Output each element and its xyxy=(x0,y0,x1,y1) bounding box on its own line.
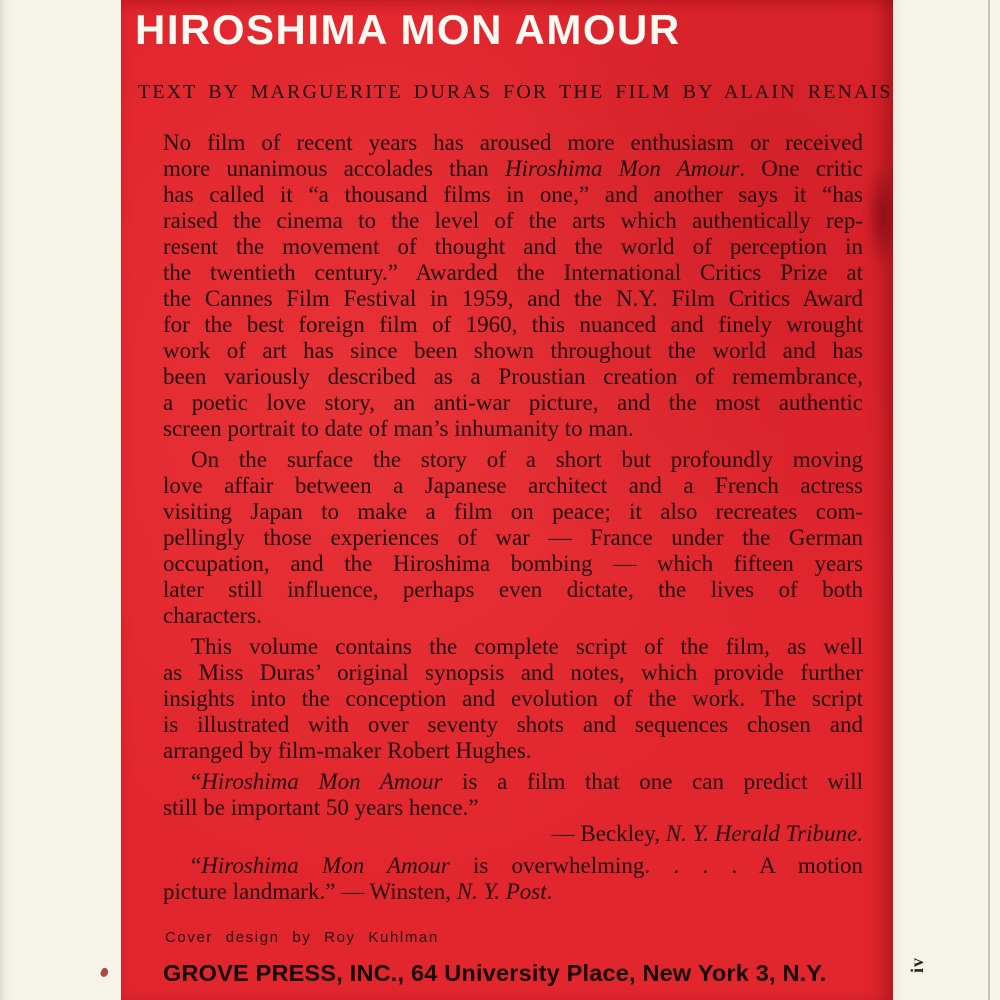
cover-design-credit: Cover design by Roy Kuhlman xyxy=(165,929,439,946)
blurb-paragraph-3-line: insights into the conception and evolution of the work. The script xyxy=(163,686,863,711)
blurb-paragraph-2-line: love affair between a Japanese architect and a French actress xyxy=(163,473,863,498)
review-quote-1 xyxy=(163,769,863,847)
blurb-text xyxy=(163,130,863,905)
blurb-paragraph-1-line: a poetic love story, an anti-war picture, and the most authentic xyxy=(163,390,863,415)
review-quote-2 xyxy=(163,853,863,905)
review-attribution: — Beckley, N. Y. Herald Tribune. xyxy=(551,821,863,846)
author-credit-line: TEXT BY MARGUERITE DURAS FOR THE FILM BY ALAIN RENAIS xyxy=(138,81,893,103)
blurb-paragraph-1-line: for the best foreign film of 1960, this nuanced and finely wrought xyxy=(163,312,863,337)
blurb-paragraph-1 xyxy=(163,130,863,442)
review-quote-1-line: still be important 50 years hence.” xyxy=(163,795,479,820)
left-page-margin xyxy=(0,0,121,1000)
right-page-margin xyxy=(893,0,1000,1000)
blurb-paragraph-3-line: This volume contains the complete script of the film, as well xyxy=(191,634,863,659)
cover-content xyxy=(135,0,893,986)
blurb-paragraph-3-line: as Miss Duras’ original synopsis and notes, which provide further xyxy=(163,660,863,685)
blurb-paragraph-1-line: has called it “a thousand films in one,” and another says it “has xyxy=(163,182,863,207)
blurb-paragraph-2-line: occupation, and the Hiroshima bombing — which fifteen years xyxy=(163,551,863,576)
blurb-paragraph-1-line: resent the movement of thought and the world of perception in xyxy=(163,234,863,259)
blurb-paragraph-2-line: visiting Japan to make a film on peace; it also recreates com- xyxy=(163,499,863,524)
blurb-paragraph-1-line: the Cannes Film Festival in 1959, and the N.Y. Film Critics Award xyxy=(163,286,863,311)
blurb-paragraph-2-line: pellingly those experiences of war — France under the German xyxy=(163,525,863,550)
book-title: HIROSHIMA MON AMOUR xyxy=(135,6,681,53)
blurb-paragraph-1-line: work of art has since been shown throughout the world and has xyxy=(163,338,863,363)
review-quote-1-line: “Hiroshima Mon Amour is a film that one can predict will xyxy=(191,769,863,794)
blurb-paragraph-3 xyxy=(163,634,863,764)
blurb-paragraph-3-line: is illustrated with over seventy shots and sequences chosen and xyxy=(163,712,863,737)
blurb-paragraph-1-line: the twentieth century.” Awarded the International Critics Prize at xyxy=(163,260,863,285)
review-quote-2-line: picture landmark.” — Winsten, N. Y. Post. xyxy=(163,879,553,904)
blurb-paragraph-1-line: screen portrait to date of man’s inhumanity to man. xyxy=(163,416,634,441)
blurb-paragraph-3-line: arranged by film-maker Robert Hughes. xyxy=(163,738,532,763)
blurb-paragraph-1-line: been variously described as a Proustian creation of remembrance, xyxy=(163,364,863,389)
publisher-line: GROVE PRESS, INC., 64 University Place, New York 3, N.Y. xyxy=(163,960,827,986)
blurb-paragraph-1-line: raised the cinema to the level of the arts which authentically rep- xyxy=(163,208,863,233)
blurb-paragraph-1-line: more unanimous accolades than Hiroshima Mon Amour. One critic xyxy=(163,156,863,181)
review-quote-2-line: “Hiroshima Mon Amour is overwhelming. . . . A motion xyxy=(191,853,863,878)
blurb-paragraph-1-line: No film of recent years has aroused more enthusiasm or received xyxy=(163,130,863,155)
book-back-cover xyxy=(121,0,893,1000)
blurb-paragraph-2-line: characters. xyxy=(163,603,262,628)
blurb-paragraph-2 xyxy=(163,447,863,629)
blurb-paragraph-2-line: later still influence, perhaps even dictate, the lives of both xyxy=(163,577,863,602)
blurb-paragraph-2-line: On the surface the story of a short but profoundly moving xyxy=(191,447,863,472)
page-number: iv xyxy=(906,957,927,974)
